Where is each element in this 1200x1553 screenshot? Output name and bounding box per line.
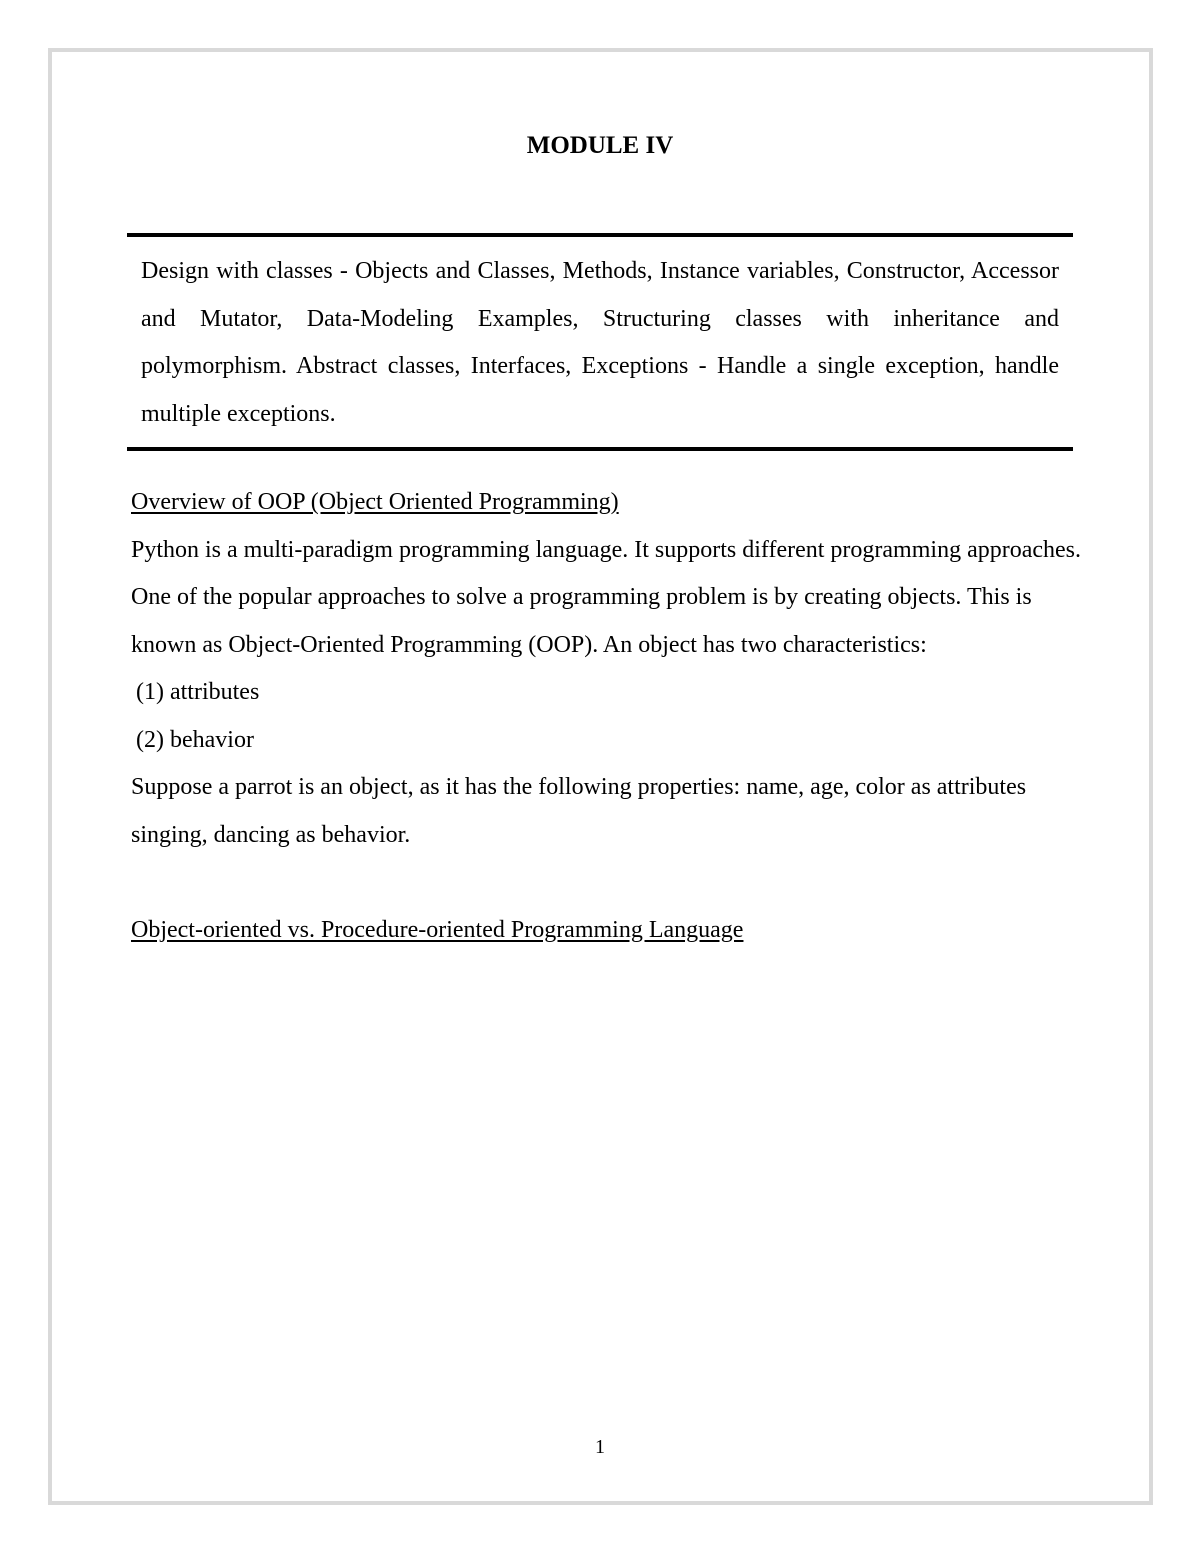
module-title: MODULE IV [526,132,674,159]
syllabus-bottom-rule [127,447,1073,451]
document-body [131,479,1091,954]
parrot-example-paragraph: Suppose a parrot is an object, as it has the following properties: name, age, color as attributes singing, dancing as behavior. [131,774,1027,848]
syllabus-top-rule [127,233,1073,237]
section-heading-oop-vs-pop: Object-oriented vs. Procedure-oriented Programming Language [131,916,744,943]
syllabus-text: Design with classes - Objects and Classes, Methods, Instance variables, Constructor, Accessor and Mutator, Data-Modeling Examples, Structuring classes with inheritance and polymorphism. Abstract classes, Interfaces, Exceptions - Handle a single exception, handle multiple exceptions. [141,258,1059,427]
list-item-attributes: (1) attributes [136,679,260,705]
section-heading-oop-overview: Overview of OOP (Object Oriented Programming) [131,489,619,515]
list-item-behavior: (2) behavior [136,726,254,753]
page-number: 1 [595,1436,605,1458]
paragraph-spacer [131,859,1091,907]
oop-overview-paragraph: Python is a multi-paradigm programming language. It supports different programming approaches. One of the popular approaches to solve a programming problem is by creating objects. This is known as Object-Oriented Programming (OOP). An object has two characteristics: [131,536,1082,658]
